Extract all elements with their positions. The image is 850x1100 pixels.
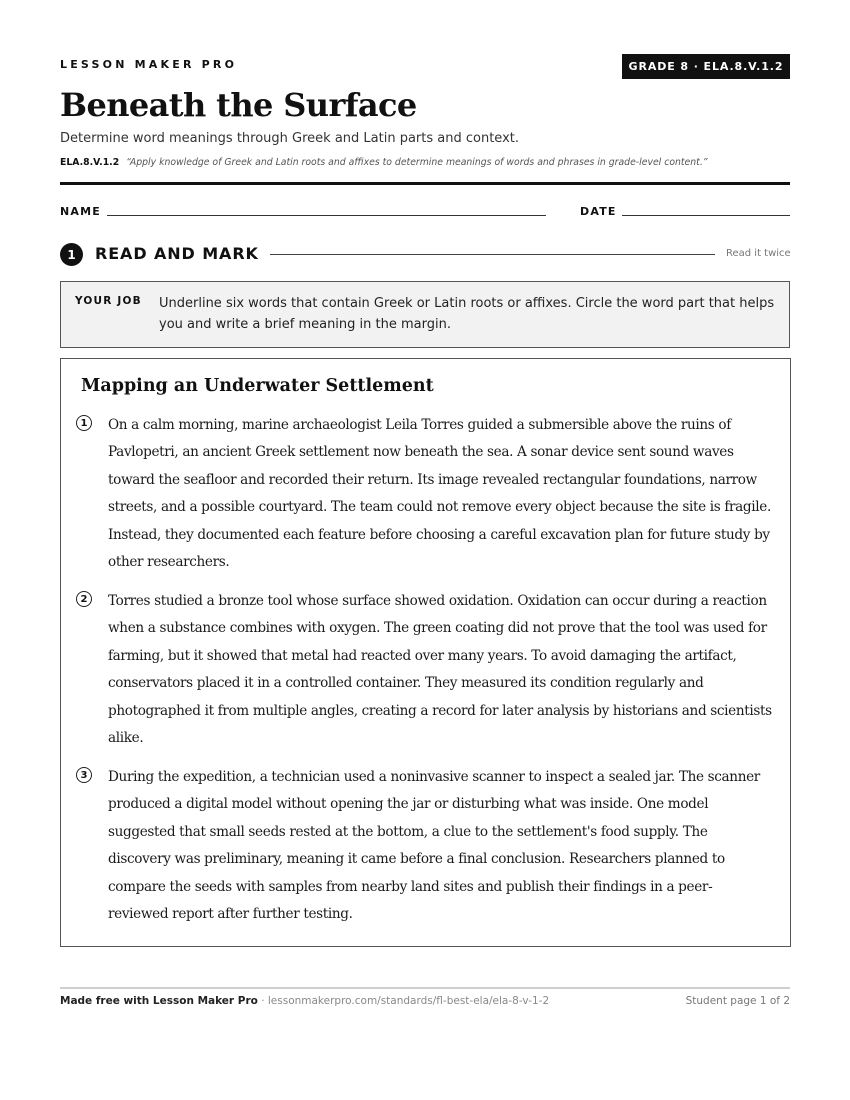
footer-divider [60,987,790,989]
section-divider [270,254,715,255]
grade-badge: GRADE 8 · ELA.8.V.1.2 [622,54,790,79]
passage-title: Mapping an Underwater Settlement [81,376,434,396]
paragraph-number-3: 3 [76,767,92,783]
footer-credit [60,995,549,1007]
header-divider [60,182,790,185]
section-title: READ AND MARK [95,244,259,263]
job-instructions-text: Underline six words that contain Greek or Latin roots or affixes. Circle the word part that helps you and write a brief meaning in the margin. [159,296,775,332]
section-number-badge: 1 [60,243,83,266]
footer-page-number: Student page 1 of 2 [685,995,790,1007]
paragraph-number-1: 1 [76,415,92,431]
paragraph-number-2: 2 [76,591,92,607]
section-note: Read it twice [726,248,791,259]
job-label: YOUR JOB [75,295,142,307]
name-field[interactable] [107,215,546,216]
standard-text: “Apply knowledge of Greek and Latin roots and affixes to determine meanings of words and phrases in grade-level content.” [126,157,708,168]
name-label: NAME [60,205,101,218]
standard-code: ELA.8.V.1.2 [60,157,120,168]
page-title: Beneath the Surface [60,86,417,124]
footer-made-with: Made free with Lesson Maker Pro [60,995,258,1007]
paragraph-1: On a calm morning, marine archaeologist Leila Torres guided a submersible above the ruins of Pavlopetri, an ancient Greek settlement now beneath the sea. A sonar device sent sound waves toward the seafloor and recorded their return. Its image revealed rectangular foundations, narrow streets, and a possible courtyard. The team could not remove every object because the site is fragile. Instead, they documented each feature before choosing a careful excavation plan for future study by other researchers. [108,417,771,571]
date-label: DATE [580,205,617,218]
standard-statement [60,157,708,168]
date-field[interactable] [622,215,790,216]
footer-url: · lessonmakerpro.com/standards/fl-best-ela/ela-8-v-1-2 [257,995,550,1007]
brand-name: LESSON MAKER PRO [60,58,238,71]
paragraph-2: Torres studied a bronze tool whose surface showed oxidation. Oxidation can occur during a reaction when a substance combines with oxygen. The green coating did not prove that the tool was used for farming, but it showed that metal had reacted over many years. To avoid damaging the artifact, conservators placed it in a controlled container. They measured its condition regularly and photographed it from multiple angles, creating a record for later analysis by historians and scientists alike. [108,593,772,747]
page-subtitle: Determine word meanings through Greek and Latin parts and context. [60,131,519,146]
paragraph-3: During the expedition, a technician used a noninvasive scanner to inspect a sealed jar. The scanner produced a digital model without opening the jar or disturbing what was inside. One model suggested that small seeds rested at the bottom, a clue to the settlement's food supply. The discovery was preliminary, meaning it came before a final conclusion. Researchers planned to compare the seeds with samples from nearby land sites and publish their findings in a peer-reviewed report after further testing. [108,769,760,923]
